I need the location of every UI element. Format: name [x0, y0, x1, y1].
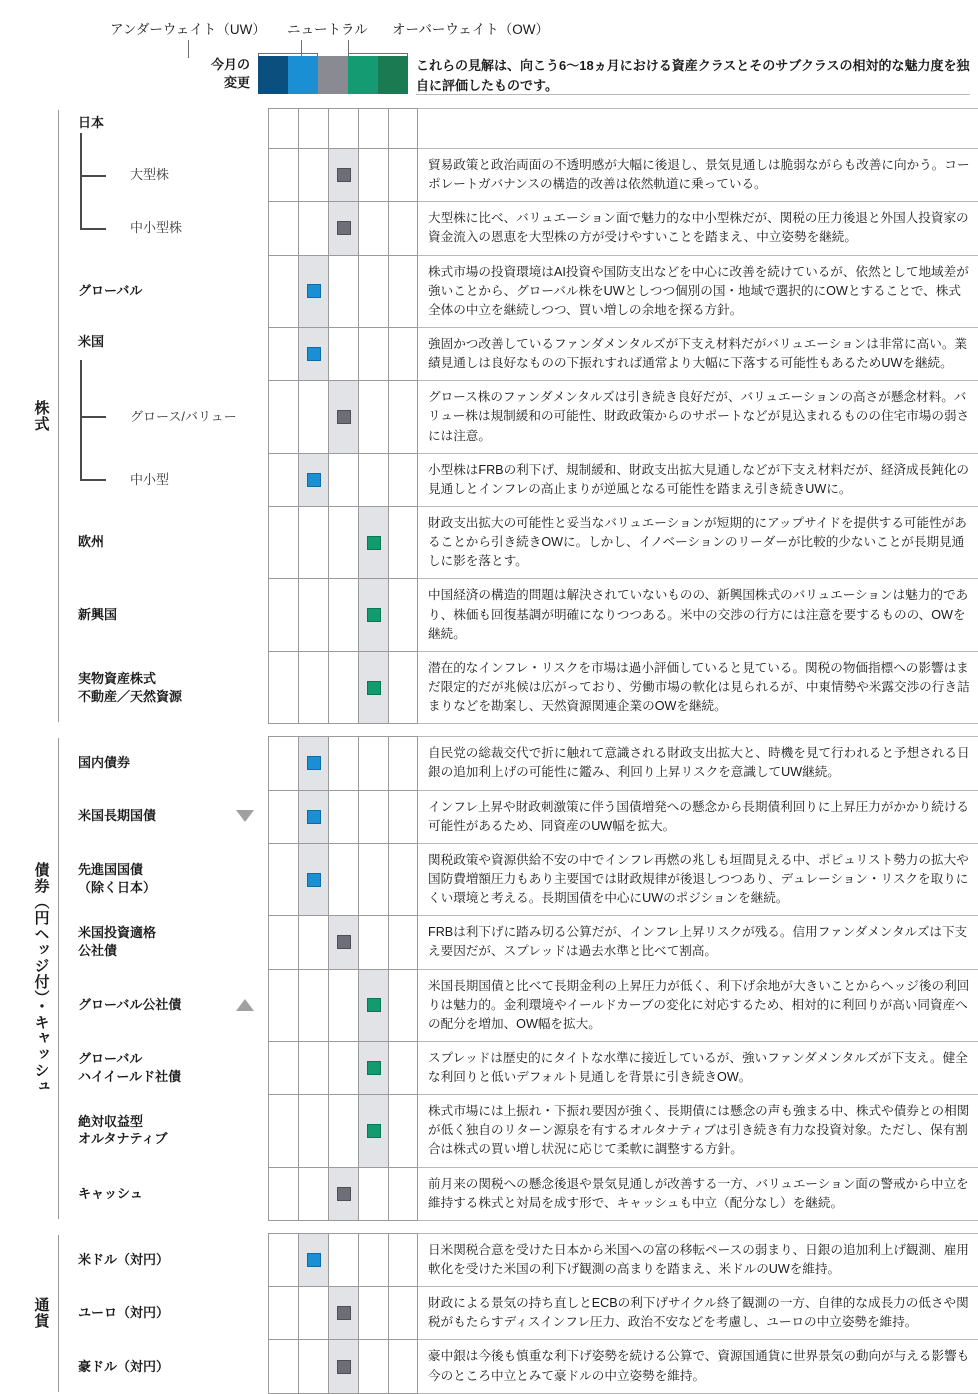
rating-cell-5[interactable]	[388, 578, 418, 650]
legend-swatch-4	[348, 56, 378, 94]
rating-cell-4[interactable]	[358, 380, 388, 452]
row-comment: 小型株はFRBの利下げ、規制緩和、財政支出拡大見通しなどが下支え材料だが、経済成長鈍化の見通しとインフレの高止まりが逆風となる可能性を踏まえ引き続きUWに。	[418, 453, 978, 506]
rating-marker	[367, 1061, 381, 1075]
table-row[interactable]	[68, 969, 978, 1041]
rating-cell-5[interactable]	[388, 148, 418, 201]
rating-cell-4[interactable]	[358, 453, 388, 506]
rating-marker	[337, 168, 351, 182]
rating-cell-1[interactable]	[268, 108, 298, 148]
row-label	[68, 736, 268, 789]
row-label-text: 中小型株	[130, 220, 183, 236]
rating-cell-1[interactable]	[268, 327, 298, 380]
rating-marker	[367, 681, 381, 695]
row-comment: インフレ上昇や財政刺激策に伴う国債増発への懸念から長期債利回りに上昇圧力がかかり続ける可能性があるため、同資産のUW幅を拡大。	[418, 790, 978, 843]
section-title-vertical	[24, 108, 58, 724]
rating-cell-5[interactable]	[388, 380, 418, 452]
row-label-text: 米国長期国債	[78, 808, 157, 824]
rating-cell-5[interactable]	[388, 108, 418, 148]
row-label-text: グロース/バリュー	[130, 408, 237, 424]
section-3	[0, 1233, 978, 1394]
rating-cell-4[interactable]	[358, 790, 388, 843]
rating-cell-2[interactable]	[298, 453, 328, 506]
row-label-text: 米ドル（対円）	[78, 1251, 170, 1267]
rating-grid	[268, 148, 418, 201]
rating-cell-3[interactable]	[328, 736, 358, 789]
rating-grid	[268, 969, 418, 1041]
rating-grid	[268, 108, 418, 148]
rating-cell-5[interactable]	[388, 201, 418, 254]
rating-cell-3[interactable]	[328, 1094, 358, 1166]
rating-marker	[337, 1187, 351, 1201]
rating-grid	[268, 578, 418, 650]
rating-grid	[268, 201, 418, 254]
rating-cell-4[interactable]	[358, 201, 388, 254]
row-label	[68, 327, 268, 380]
rating-cell-2[interactable]	[298, 1233, 328, 1286]
rating-cell-2[interactable]	[298, 969, 328, 1041]
row-label-text: グローバル	[78, 283, 143, 298]
row-label	[68, 651, 268, 724]
row-comment: FRBは利下げに踏み切る公算だが、インフレ上昇リスクが残る。信用ファンダメンタルズは下支え要因だが、スプレッドは過去水準と比べて割高。	[418, 915, 978, 968]
monthly-change-header-line1: 今月の	[210, 57, 250, 72]
rating-grid	[268, 1094, 418, 1166]
row-label-text: 豪ドル（対円）	[78, 1358, 170, 1374]
section-spacer	[0, 96, 978, 108]
rating-marker	[307, 1253, 321, 1267]
rating-grid	[268, 1286, 418, 1339]
rating-cell-3[interactable]	[328, 506, 358, 578]
legend-swatch-5	[378, 56, 408, 94]
monthly-change-header-line2: 変更	[223, 74, 250, 90]
rating-cell-1[interactable]	[268, 201, 298, 254]
row-comment: 米国長期国債と比べて長期金利の上昇圧力が低く、利下げ余地が大きいことからヘッジ後の利回りは魅力的。金利環境やイールドカーブの変化に対応するため、相対的に利回りが高い同資産への配分を増加、OW幅を拡大。	[418, 969, 978, 1041]
change-down-icon	[236, 810, 254, 822]
section-rows	[68, 108, 978, 724]
rating-grid	[268, 380, 418, 452]
rating-grid	[268, 1041, 418, 1094]
rating-cell-4[interactable]	[358, 736, 388, 789]
row-comment: 自民党の総裁交代で折に触れて意識される財政支出拡大と、時機を見て行われると予想される日銀の追加利上げの可能性に鑑み、利回り上昇リスクを意識してUW継続。	[418, 736, 978, 789]
rating-marker	[307, 473, 321, 487]
rating-cell-1[interactable]	[268, 506, 298, 578]
rating-marker	[337, 1306, 351, 1320]
row-label	[68, 969, 268, 1041]
row-label	[68, 1286, 268, 1339]
rating-cell-3[interactable]	[328, 380, 358, 452]
rating-cell-4[interactable]	[358, 1286, 388, 1339]
table-row[interactable]	[68, 1041, 978, 1094]
rating-marker	[367, 1124, 381, 1138]
row-label-text: 新興国	[78, 606, 118, 622]
row-comment: 財政による景気の持ち直しとECBの利下げサイクル終了観測の一方、自律的な成長力の低さや関税がもたらすディスインフレ圧力、政治不安などを考慮し、ユーロの中立姿勢を維持。	[418, 1286, 978, 1339]
rating-marker	[337, 221, 351, 235]
row-label-text: 日本	[78, 115, 105, 130]
row-label	[68, 255, 268, 327]
row-comment: 財政支出拡大の可能性と妥当なバリュエーションが短期的にアップサイドを提供する可能性があることから引き続きOWに。しかし、イノベーションのリーダーが比較的少ないことが長期見通しに影を落とす。	[418, 506, 978, 578]
rating-cell-2[interactable]	[298, 736, 328, 789]
rating-cell-3[interactable]	[328, 148, 358, 201]
legend-swatch-3	[318, 56, 348, 94]
row-label	[68, 843, 268, 915]
header-divider	[416, 94, 970, 95]
rating-cell-4[interactable]	[358, 915, 388, 968]
rating-cell-3[interactable]	[328, 969, 358, 1041]
table-row[interactable]	[68, 327, 978, 380]
table-row[interactable]	[68, 201, 978, 254]
rating-marker	[337, 935, 351, 949]
row-label-text: 先進国国債 （除く日本）	[78, 862, 157, 895]
rating-cell-3[interactable]	[328, 255, 358, 327]
rating-cell-4[interactable]	[358, 969, 388, 1041]
section-spacer	[0, 1221, 978, 1233]
row-label-text: グローバル ハイイールド社債	[78, 1051, 182, 1084]
row-label	[68, 108, 268, 148]
rating-cell-1[interactable]	[268, 1167, 298, 1221]
row-comment: スプレッドは歴史的にタイトな水準に接近しているが、強いファンダメンタルズが下支え。健全な利回りと低いデフォルト見通しを背景に引き続きOW。	[418, 1041, 978, 1094]
table-row[interactable]	[68, 915, 978, 968]
section-title-text: 通貨	[32, 1297, 50, 1330]
rating-grid	[268, 1167, 418, 1221]
rating-cell-4[interactable]	[358, 1167, 388, 1221]
rating-grid	[268, 843, 418, 915]
row-label	[68, 578, 268, 650]
rating-cell-3[interactable]	[328, 108, 358, 148]
rating-cell-3[interactable]	[328, 651, 358, 724]
rating-grid	[268, 255, 418, 327]
row-comment: 貿易政策と政治両面の不透明感が大幅に後退し、景気見通しは脆弱ながらも改善に向かう。コーポレートガバナンスの構造的改善は依然軌道に乗っている。	[418, 148, 978, 201]
row-label	[68, 1041, 268, 1094]
table-row[interactable]	[68, 651, 978, 724]
rating-cell-5[interactable]	[388, 969, 418, 1041]
legend-scale-labels	[0, 18, 978, 40]
section-2	[0, 736, 978, 1221]
rating-cell-5[interactable]	[388, 1286, 418, 1339]
rating-marker	[337, 1360, 351, 1374]
rating-cell-4[interactable]	[358, 1094, 388, 1166]
legend-swatch-2	[288, 56, 318, 94]
row-label	[68, 148, 268, 201]
rating-grid	[268, 790, 418, 843]
table-row[interactable]	[68, 380, 978, 452]
row-label-text: グローバル公社債	[78, 996, 182, 1012]
rating-cell-5[interactable]	[388, 915, 418, 968]
table-row[interactable]	[68, 578, 978, 650]
rating-cell-1[interactable]	[268, 1339, 298, 1393]
rating-cell-4[interactable]	[358, 1339, 388, 1393]
rating-cell-3[interactable]	[328, 1286, 358, 1339]
rating-marker	[307, 810, 321, 824]
row-label-text: 国内債券	[78, 755, 131, 771]
rating-marker	[307, 873, 321, 887]
rating-cell-5[interactable]	[388, 651, 418, 724]
section-divider	[58, 1235, 59, 1392]
rating-marker	[307, 284, 321, 298]
row-label	[68, 1339, 268, 1393]
rating-cell-4[interactable]	[358, 578, 388, 650]
row-label	[68, 453, 268, 506]
table-row[interactable]	[68, 1094, 978, 1166]
rating-marker	[367, 536, 381, 550]
rating-cell-2[interactable]	[298, 578, 328, 650]
rating-cell-2[interactable]	[298, 915, 328, 968]
row-label	[68, 915, 268, 968]
rating-grid	[268, 1339, 418, 1393]
row-comment: 株式市場の投資環境はAI投資や国防支出などを中心に改善を続けているが、依然として地域差が強いことから、グローバル株をUWとしつつ個別の国・地域で選択的にOWとすることで、株式全体の中立を継続しつつ、買い増しの余地を探る方針。	[418, 255, 978, 327]
rating-grid	[268, 506, 418, 578]
section-rows	[68, 1233, 978, 1394]
rating-cell-2[interactable]	[298, 201, 328, 254]
section-spacer	[0, 724, 978, 736]
rating-cell-4[interactable]	[358, 148, 388, 201]
rating-cell-3[interactable]	[328, 201, 358, 254]
table-row[interactable]	[68, 148, 978, 201]
rating-cell-2[interactable]	[298, 108, 328, 148]
rating-cell-2[interactable]	[298, 1167, 328, 1221]
rating-cell-5[interactable]	[388, 1041, 418, 1094]
rating-marker	[367, 608, 381, 622]
rating-cell-1[interactable]	[268, 1286, 298, 1339]
table-row[interactable]	[68, 736, 978, 789]
row-label-text: ユーロ（対円）	[78, 1305, 170, 1321]
rating-cell-2[interactable]	[298, 790, 328, 843]
rating-grid	[268, 651, 418, 724]
legend-color-scale	[258, 56, 408, 94]
row-comment: 潜在的なインフレ・リスクを市場は過小評価していると見ている。関税の物価指標への影響はまだ限定的だが兆候は広がっており、労働市場の軟化は見られるが、中東情勢や米露交渉の行き詰まりなどを勘案し、天然資源関連企業のOWを継続。	[418, 651, 978, 724]
row-label	[68, 506, 268, 578]
rating-cell-3[interactable]	[328, 790, 358, 843]
rating-cell-1[interactable]	[268, 1233, 298, 1286]
rating-grid	[268, 1233, 418, 1286]
rating-grid	[268, 736, 418, 789]
section-title-text: 債券（円ヘッジ付）・キャッシュ	[32, 862, 50, 1095]
legend-swatch-1	[258, 56, 288, 94]
rating-cell-5[interactable]	[388, 506, 418, 578]
section-title-vertical	[24, 1233, 58, 1394]
section-1	[0, 108, 978, 724]
rating-cell-2[interactable]	[298, 327, 328, 380]
row-comment: グロース株のファンダメンタルズは引き続き良好だが、バリュエーションの高さが懸念材料。バリュー株は規制緩和の可能性、財政政策からのサポートなどが見込まれるものの住宅市場の弱さには注意。	[418, 380, 978, 452]
rating-cell-1[interactable]	[268, 651, 298, 724]
row-label-text: 米国	[78, 333, 105, 349]
rating-cell-2[interactable]	[298, 843, 328, 915]
row-label-text: 欧州	[78, 534, 105, 550]
rating-cell-4[interactable]	[358, 1233, 388, 1286]
rating-cell-2[interactable]	[298, 380, 328, 452]
table-row[interactable]	[68, 255, 978, 327]
rating-cell-1[interactable]	[268, 843, 298, 915]
rating-cell-4[interactable]	[358, 843, 388, 915]
section-title-vertical	[24, 736, 58, 1221]
row-label-text: 米国投資適格 公社債	[78, 925, 157, 958]
row-comment	[418, 108, 978, 148]
rating-cell-4[interactable]	[358, 108, 388, 148]
table-row[interactable]	[68, 790, 978, 843]
row-comment: 関税政策や資源供給不安の中でインフレ再燃の兆しも垣間見える中、ポピュリスト勢力の拡大や国防費増額圧力もあり主要国では財政規律が後退しつつあり、デュレーション・リスクを取りにくい環境と考える。長期国債を中心にUWのポジションを継続。	[418, 843, 978, 915]
rating-cell-2[interactable]	[298, 255, 328, 327]
rating-cell-5[interactable]	[388, 1094, 418, 1166]
rating-marker	[307, 347, 321, 361]
row-comment: 日米関税合意を受けた日本から米国への富の移転ペースの弱まり、日銀の追加利上げ観測、雇用軟化を受けた米国の利下げ観測の高まりを踏まえ、米ドルのUWを維持。	[418, 1233, 978, 1286]
rating-cell-3[interactable]	[328, 843, 358, 915]
row-comment: 豪中銀は今後も慎重な利下げ姿勢を続ける公算で、資源国通貨に世界景気の動向が与える影響も今のところ中立とみて豪ドルの中立姿勢を維持。	[418, 1339, 978, 1393]
rating-cell-3[interactable]	[328, 1339, 358, 1393]
rating-cell-4[interactable]	[358, 651, 388, 724]
rating-cell-1[interactable]	[268, 1041, 298, 1094]
rating-cell-3[interactable]	[328, 327, 358, 380]
table-row[interactable]	[68, 1286, 978, 1339]
rating-marker	[367, 998, 381, 1012]
rating-cell-1[interactable]	[268, 255, 298, 327]
rating-cell-2[interactable]	[298, 651, 328, 724]
rating-cell-3[interactable]	[328, 915, 358, 968]
row-comment: 大型株に比べ、バリュエーション面で魅力的な中小型株だが、関税の圧力後退と外国人投資家の資金流入の恩恵を大型株の方が受けやすいことを踏まえ、中立姿勢を継続。	[418, 201, 978, 254]
rating-grid	[268, 327, 418, 380]
row-comment: 中国経済の構造的問題は解決されていないものの、新興国株式のバリュエーションは魅力的であり、株価も回復基調が明確になりつつある。米中の交渉の行方には注意を要するものの、OWを継続。	[418, 578, 978, 650]
row-label	[68, 1233, 268, 1286]
rating-cell-1[interactable]	[268, 790, 298, 843]
rating-cell-2[interactable]	[298, 1041, 328, 1094]
row-label	[68, 1167, 268, 1221]
row-comment: 株式市場には上振れ・下振れ要因が強く、長期債には懸念の声も強まる中、株式や債券との相関が低く独自のリターン源泉を有するオルタナティブは引き続き有力な投資対象。ただし、保有割合は株式の買い増し状況に応じて柔軟に調整する方針。	[418, 1094, 978, 1166]
legend-header	[0, 0, 978, 96]
table-row[interactable]	[68, 1233, 978, 1286]
sections-container	[0, 96, 978, 1394]
section-rows	[68, 736, 978, 1221]
rating-cell-1[interactable]	[268, 915, 298, 968]
row-label	[68, 380, 268, 452]
monthly-change-header	[178, 56, 250, 91]
rating-cell-2[interactable]	[298, 1286, 328, 1339]
row-label-text: 実物資産株式 不動産／天然資源	[78, 670, 183, 704]
row-comment: 前月来の関税への懸念後退や景気見通しが改善する一方、バリュエーション面の警戒から中立を維持する株式と対局を成す形で、キャッシュも中立（配分なし）を継続。	[418, 1167, 978, 1221]
rating-cell-3[interactable]	[328, 453, 358, 506]
legend-label-underweight: アンダーウェイト（UW）	[110, 22, 266, 37]
rating-grid	[268, 915, 418, 968]
rating-cell-4[interactable]	[358, 1041, 388, 1094]
table-row[interactable]	[68, 843, 978, 915]
rating-cell-3[interactable]	[328, 1233, 358, 1286]
legend-label-neutral: ニュートラル	[287, 22, 368, 37]
rating-cell-2[interactable]	[298, 506, 328, 578]
rating-cell-1[interactable]	[268, 969, 298, 1041]
rating-cell-5[interactable]	[388, 1233, 418, 1286]
row-label-text: 絶対収益型 オルタナティブ	[78, 1113, 168, 1147]
rating-grid	[268, 453, 418, 506]
table-row[interactable]	[68, 453, 978, 506]
table-row[interactable]	[68, 506, 978, 578]
rating-cell-1[interactable]	[268, 578, 298, 650]
rating-cell-5[interactable]	[388, 790, 418, 843]
section-title-text: 株式	[32, 400, 50, 433]
rating-marker	[337, 410, 351, 424]
table-row[interactable]	[68, 108, 978, 148]
table-row[interactable]	[68, 1167, 978, 1221]
section-divider	[58, 110, 59, 722]
rating-cell-2[interactable]	[298, 1094, 328, 1166]
rating-cell-5[interactable]	[388, 327, 418, 380]
rating-cell-5[interactable]	[388, 1339, 418, 1393]
change-up-icon	[236, 999, 254, 1011]
row-label-text: 大型株	[130, 166, 170, 182]
rating-cell-5[interactable]	[388, 843, 418, 915]
rating-cell-1[interactable]	[268, 1094, 298, 1166]
row-label	[68, 1094, 268, 1166]
rating-cell-3[interactable]	[328, 1041, 358, 1094]
rating-cell-4[interactable]	[358, 506, 388, 578]
legend-note: これらの見解は、向こう6〜18ヵ月における資産クラスとそのサブクラスの相対的な魅力度を独自に評価したものです。	[416, 58, 970, 93]
table-row[interactable]	[68, 1339, 978, 1393]
rating-cell-1[interactable]	[268, 453, 298, 506]
rating-cell-2[interactable]	[298, 148, 328, 201]
rating-cell-1[interactable]	[268, 736, 298, 789]
row-label-text: 中小型	[130, 471, 170, 487]
rating-cell-4[interactable]	[358, 255, 388, 327]
rating-cell-1[interactable]	[268, 380, 298, 452]
rating-cell-5[interactable]	[388, 255, 418, 327]
rating-cell-2[interactable]	[298, 1339, 328, 1393]
section-divider	[58, 738, 59, 1219]
legend-label-overweight: オーバーウェイト（OW）	[392, 22, 550, 37]
rating-cell-3[interactable]	[328, 1167, 358, 1221]
rating-cell-5[interactable]	[388, 736, 418, 789]
row-label	[68, 790, 268, 843]
rating-cell-5[interactable]	[388, 1167, 418, 1221]
row-label	[68, 201, 268, 254]
row-label-text: キャッシュ	[78, 1185, 143, 1201]
rating-cell-5[interactable]	[388, 453, 418, 506]
rating-cell-1[interactable]	[268, 148, 298, 201]
row-comment: 強固かつ改善しているファンダメンタルズが下支え材料だがバリュエーションは非常に高い。業績見通しは良好なものの下振れすれば通常より大幅に下落する可能性もあるためUWを継続。	[418, 327, 978, 380]
rating-cell-4[interactable]	[358, 327, 388, 380]
rating-marker	[307, 756, 321, 770]
rating-cell-3[interactable]	[328, 578, 358, 650]
